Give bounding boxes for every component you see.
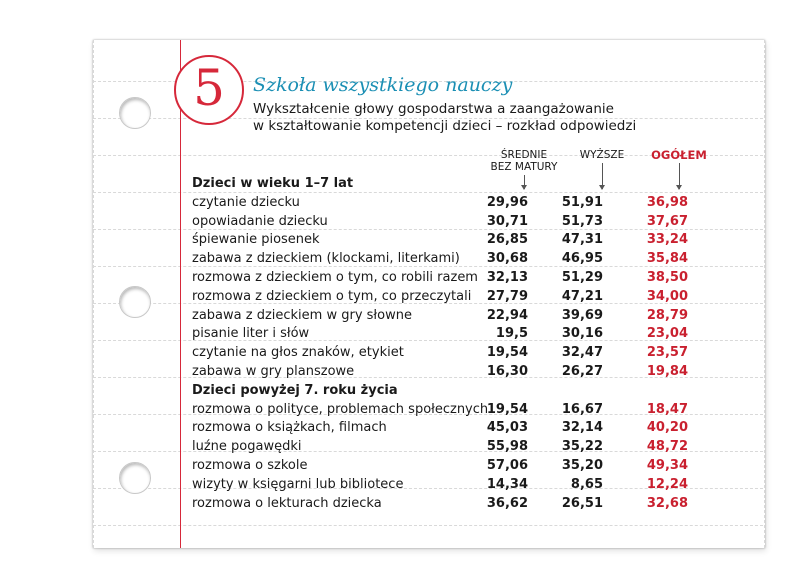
cell-total: 23,04 — [646, 326, 688, 342]
table-row — [190, 193, 720, 213]
cell-higher: 47,31 — [561, 232, 603, 248]
cell-secondary: 27,79 — [486, 288, 528, 304]
cell-higher: 51,29 — [561, 270, 603, 285]
column-header-secondary — [488, 149, 560, 173]
column-header-total — [646, 149, 712, 161]
row-label: luźne pogawędki — [192, 439, 302, 455]
cell-total: 18,47 — [646, 401, 688, 417]
table-row — [190, 230, 720, 250]
down-arrow-icon — [524, 175, 525, 189]
cell-higher: 47,21 — [561, 288, 603, 304]
section-heading: Dzieci powyżej 7. roku życia — [192, 382, 398, 398]
cell-secondary: 14,34 — [486, 476, 528, 492]
row-label: rozmowa o szkole — [192, 458, 308, 473]
cell-secondary: 30,71 — [486, 213, 528, 229]
column-header-line: OGÓŁEM — [651, 148, 707, 162]
row-label: pisanie liter i słów — [192, 326, 310, 342]
cell-total: 23,57 — [646, 345, 688, 361]
table-row — [190, 324, 720, 344]
section-heading: Dzieci w wieku 1–7 lat — [192, 176, 354, 191]
column-header-line: WYŻSZE — [579, 149, 625, 161]
row-label: rozmowa o polityce, problemach społecznych — [192, 401, 489, 417]
row-label: zabawa w gry planszowe — [192, 364, 355, 379]
margin-line — [180, 40, 181, 548]
table-row — [190, 456, 720, 476]
section-number-badge — [174, 55, 244, 125]
binder-hole — [119, 286, 151, 318]
subtitle-line: w kształtowanie kompetencji dzieci – rozkład odpowiedzi — [253, 118, 637, 134]
column-header-line: ŚREDNIE — [500, 149, 548, 161]
cell-higher: 51,73 — [561, 213, 603, 229]
cell-secondary: 36,62 — [486, 495, 528, 511]
page-subtitle — [253, 101, 663, 135]
paper-rule-line — [93, 525, 763, 526]
cell-secondary: 45,03 — [486, 420, 528, 436]
row-label: czytanie dziecku — [192, 194, 300, 210]
column-header-higher — [570, 149, 634, 161]
cell-total: 36,98 — [646, 194, 688, 210]
cell-total: 34,00 — [646, 288, 688, 304]
row-label: rozmowa o książkach, filmach — [192, 420, 387, 436]
table-row — [190, 249, 720, 269]
cell-total: 19,84 — [646, 364, 688, 379]
row-label: opowiadanie dziecku — [192, 213, 328, 229]
cell-total: 12,24 — [646, 476, 688, 492]
table-row — [190, 268, 720, 288]
cell-secondary: 26,85 — [486, 232, 528, 248]
cell-higher: 35,22 — [561, 439, 603, 455]
cell-secondary: 19,5 — [495, 326, 528, 342]
table-row — [190, 343, 720, 363]
cell-secondary: 57,06 — [486, 458, 528, 473]
table-row — [190, 494, 720, 514]
cell-total: 40,20 — [646, 420, 688, 436]
cell-secondary: 22,94 — [486, 307, 528, 323]
row-label: czytanie na głos znaków, etykiet — [192, 345, 404, 361]
row-label: wizyty w księgarni lub bibliotece — [192, 476, 404, 492]
table-row — [190, 287, 720, 307]
cell-secondary: 32,13 — [486, 270, 528, 285]
cell-higher: 35,20 — [561, 458, 603, 473]
binder-hole — [119, 97, 151, 129]
binder-hole — [119, 462, 151, 494]
cell-higher: 46,95 — [561, 251, 603, 267]
row-label: zabawa z dzieckiem w gry słowne — [192, 307, 412, 323]
table-row — [190, 437, 720, 457]
cell-total: 37,67 — [646, 213, 688, 229]
table-row — [190, 400, 720, 420]
table-row — [190, 362, 720, 382]
cell-secondary: 19,54 — [486, 401, 528, 417]
cell-total: 35,84 — [646, 251, 688, 267]
table-row — [190, 306, 720, 326]
cell-total: 38,50 — [646, 270, 688, 285]
cell-higher: 30,16 — [561, 326, 603, 342]
row-label: rozmowa z dzieckiem o tym, co przeczytali — [192, 288, 472, 304]
cell-higher: 51,91 — [561, 194, 603, 210]
page-title: Szkoła wszystkiego nauczy — [253, 74, 513, 96]
row-label: zabawa z dzieckiem (klockami, literkami) — [192, 251, 460, 267]
subtitle-line: Wykształcenie głowy gospodarstwa a zaangażowanie — [253, 101, 614, 117]
row-label: rozmowa z dzieckiem o tym, co robili razem — [192, 270, 478, 285]
column-header-line: BEZ MATURY — [490, 161, 558, 173]
table-row — [190, 475, 720, 495]
down-arrow-icon — [679, 163, 680, 189]
cell-total: 33,24 — [646, 232, 688, 248]
cell-secondary: 55,98 — [486, 439, 528, 455]
table-row — [190, 212, 720, 232]
cell-secondary: 30,68 — [486, 251, 528, 267]
cell-total: 32,68 — [646, 495, 688, 511]
cell-total: 49,34 — [646, 458, 688, 473]
cell-secondary: 29,96 — [486, 194, 528, 210]
cell-higher: 26,27 — [561, 364, 603, 379]
row-label: śpiewanie piosenek — [192, 232, 320, 248]
cell-total: 28,79 — [646, 307, 688, 323]
cell-secondary: 19,54 — [486, 345, 528, 361]
cell-total: 48,72 — [646, 439, 688, 455]
cell-higher: 16,67 — [561, 401, 603, 417]
cell-higher: 39,69 — [561, 307, 603, 323]
section-number: 5 — [193, 59, 225, 117]
cell-higher: 8,65 — [570, 476, 603, 492]
cell-higher: 32,47 — [561, 345, 603, 361]
cell-secondary: 16,30 — [486, 364, 528, 379]
down-arrow-icon — [602, 163, 603, 189]
cell-higher: 26,51 — [561, 495, 603, 511]
row-label: rozmowa o lekturach dziecka — [192, 495, 382, 511]
table-row — [190, 418, 720, 438]
cell-higher: 32,14 — [561, 420, 603, 436]
